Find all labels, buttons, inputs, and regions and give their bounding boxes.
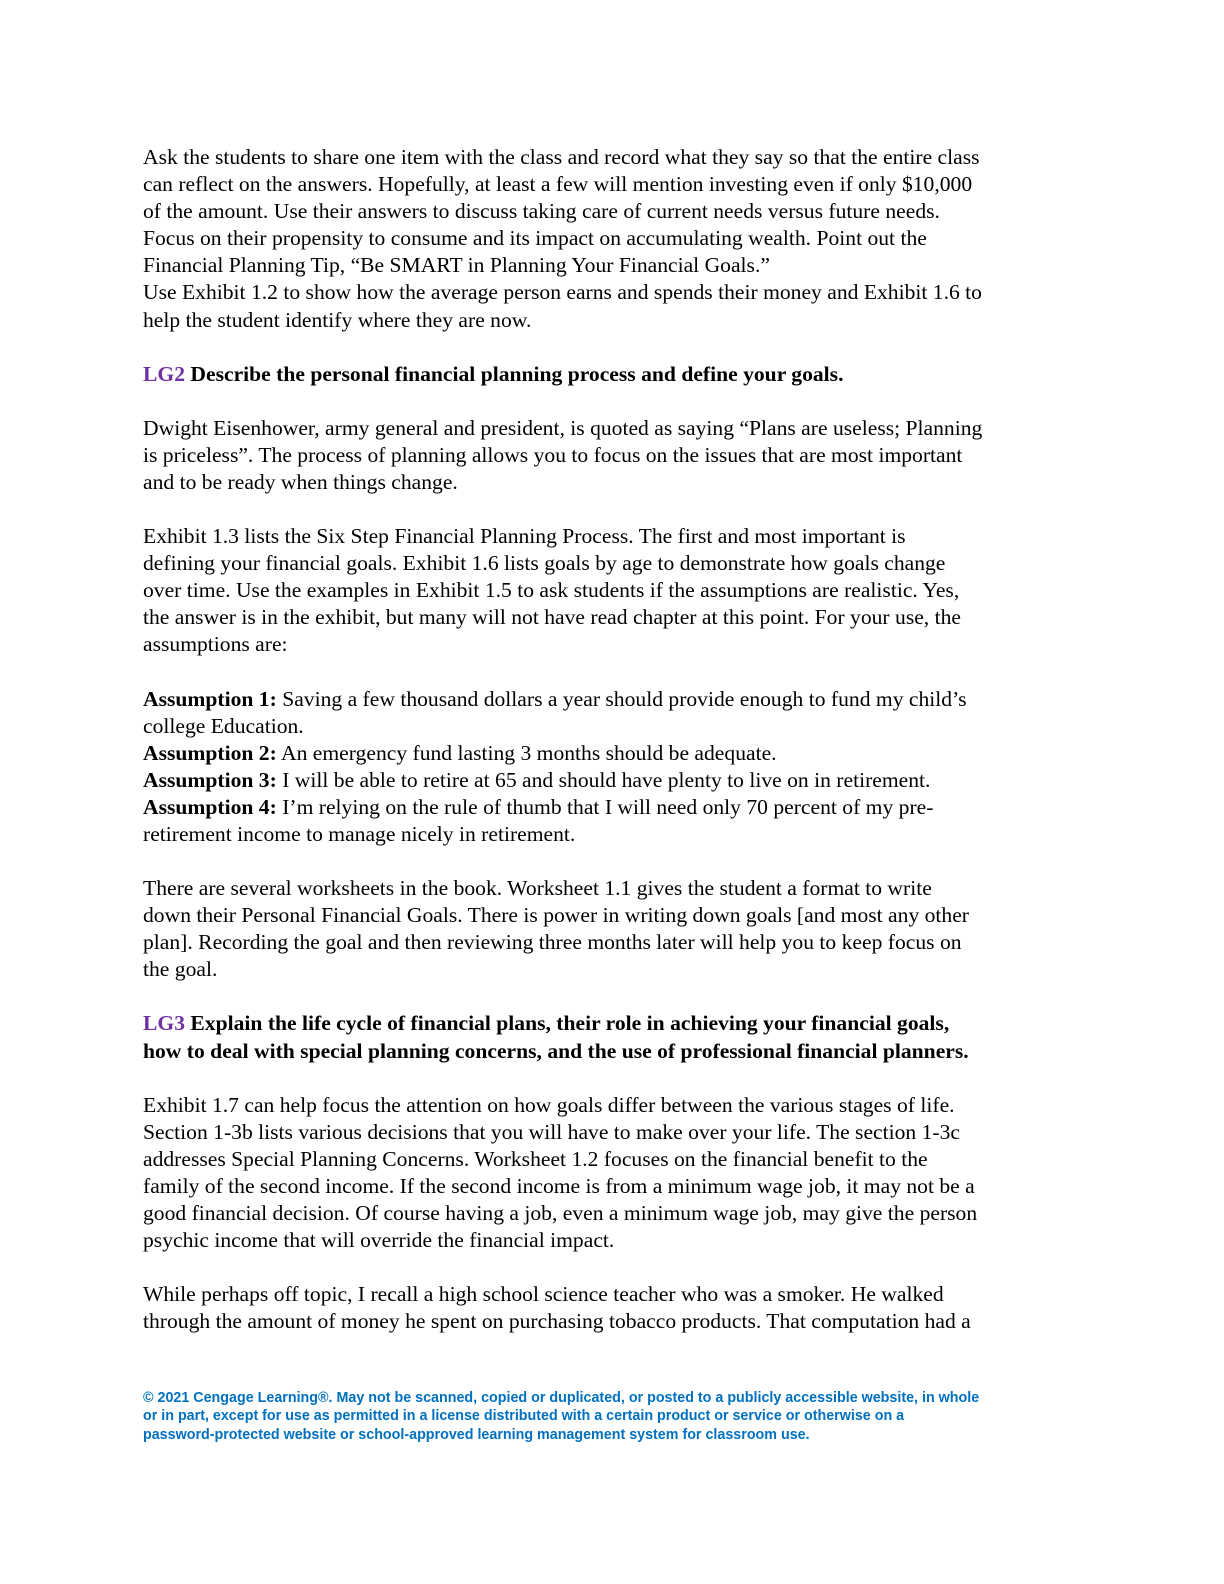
- eisenhower-paragraph: [143, 415, 1083, 496]
- text-line: Ask the students to share one item with the class and record what they say so that the entire class: [143, 145, 980, 169]
- lg3-title: Explain the life cycle of financial plans, their role in achieving your financial goals,: [190, 1011, 950, 1036]
- text-line: psychic income that will override the financial impact.: [143, 1228, 615, 1253]
- assumption-label: Assumption 2:: [143, 740, 277, 765]
- text-line: Section 1-3b lists various decisions that you will have to make over your life. The section 1-3c: [143, 1119, 960, 1144]
- text-line: through the amount of money he spent on purchasing tobacco products. That computation had a: [143, 1309, 971, 1334]
- page-body: [143, 144, 1083, 1335]
- smoker-anecdote-paragraph: [143, 1281, 1083, 1335]
- text-line: is priceless”. The process of planning allows you to focus on the issues that are most important: [143, 442, 963, 467]
- heading-line: [143, 1010, 1083, 1037]
- text-line: can reflect on the answers. Hopefully, at least a few will mention investing even if only $10,000: [143, 172, 973, 197]
- text-line: Dwight Eisenhower, army general and president, is quoted as saying “Plans are useless; Planning: [143, 415, 983, 440]
- text-line: down their Personal Financial Goals. There is power in writing down goals [and most any other: [143, 903, 970, 928]
- text-line: Use Exhibit 1.2 to show how the average person earns and spends their money and Exhibit 1.6 to: [143, 280, 982, 305]
- planning-process-paragraph: [143, 523, 1083, 658]
- assumptions-list: [143, 686, 1083, 849]
- text-line: While perhaps off topic, I recall a high school science teacher who was a smoker. He walked: [143, 1282, 944, 1307]
- text-line: There are several worksheets in the book. Worksheet 1.1 gives the student a format to write: [143, 876, 932, 901]
- assumption-item: [143, 686, 1083, 713]
- lg3-heading: [143, 1010, 1083, 1064]
- assumption-item: [143, 740, 1083, 767]
- text-line: Focus on their propensity to consume and its impact on accumulating wealth. Point out the: [143, 226, 927, 251]
- text-line: good financial decision. Of course having a job, even a minimum wage job, may give the person: [143, 1201, 978, 1225]
- assumption-label: Assumption 3:: [143, 767, 277, 792]
- footer-line: password-protected website or school-approved learning management system for classroom use.: [143, 1426, 810, 1443]
- lg3-tag: LG3: [143, 1011, 185, 1036]
- assumption-text: I’m relying on the rule of thumb that I will need only 70 percent of my pre-: [276, 794, 934, 819]
- text-line: defining your financial goals. Exhibit 1.6 lists goals by age to demonstrate how goals change: [143, 551, 946, 576]
- copyright-footer: [143, 1389, 1088, 1444]
- intro-paragraph: [143, 144, 1083, 334]
- text-line: Exhibit 1.7 can help focus the attention on how goals differ between the various stages of life.: [143, 1092, 955, 1117]
- text-line: over time. Use the examples in Exhibit 1.5 to ask students if the assumptions are realistic. Yes,: [143, 578, 960, 603]
- life-cycle-paragraph: [143, 1092, 1083, 1255]
- text-line: and to be ready when things change.: [143, 469, 458, 494]
- assumption-label: Assumption 4:: [143, 794, 277, 819]
- lg2-title: Describe the personal financial planning process and define your goals.: [190, 361, 844, 386]
- assumption-label: Assumption 1:: [143, 686, 277, 711]
- text-line: retirement income to manage nicely in retirement.: [143, 821, 576, 846]
- text-line: the goal.: [143, 957, 218, 982]
- text-line: assumptions are:: [143, 632, 288, 657]
- text-line: of the amount. Use their answers to discuss taking care of current needs versus future needs.: [143, 199, 940, 224]
- heading-line: how to deal with special planning concerns, and the use of professional financial planners.: [143, 1038, 969, 1063]
- assumption-text: Saving a few thousand dollars a year should provide enough to fund my child’s: [276, 686, 967, 711]
- lg2-tag: LG2: [143, 361, 185, 386]
- assumption-item: [143, 794, 1083, 821]
- footer-line: or in part, except for use as permitted in a license distributed with a certain product or service or otherwise on a: [143, 1408, 905, 1425]
- assumption-text: An emergency fund lasting 3 months should be adequate.: [276, 740, 777, 765]
- worksheets-paragraph: [143, 875, 1083, 983]
- text-line: the answer is in the exhibit, but many will not have read chapter at this point. For your use, the: [143, 605, 961, 630]
- text-line: Financial Planning Tip, “Be SMART in Planning Your Financial Goals.”: [143, 253, 770, 278]
- text-line: family of the second income. If the second income is from a minimum wage job, it may not be a: [143, 1173, 975, 1198]
- footer-line: © 2021 Cengage Learning®. May not be scanned, copied or duplicated, or posted to a publicly accessible website, in whole: [143, 1390, 980, 1406]
- text-line: Exhibit 1.3 lists the Six Step Financial Planning Process. The first and most important is: [143, 524, 906, 549]
- text-line: addresses Special Planning Concerns. Worksheet 1.2 focuses on the financial benefit to the: [143, 1146, 928, 1171]
- assumption-text: I will be able to retire at 65 and should have plenty to live on in retirement.: [276, 767, 931, 792]
- text-line: help the student identify where they are now.: [143, 307, 532, 332]
- text-line: plan]. Recording the goal and then reviewing three months later will help you to keep focus on: [143, 930, 962, 955]
- assumption-item: [143, 767, 1083, 794]
- text-line: college Education.: [143, 713, 304, 738]
- lg2-heading: [143, 361, 1083, 388]
